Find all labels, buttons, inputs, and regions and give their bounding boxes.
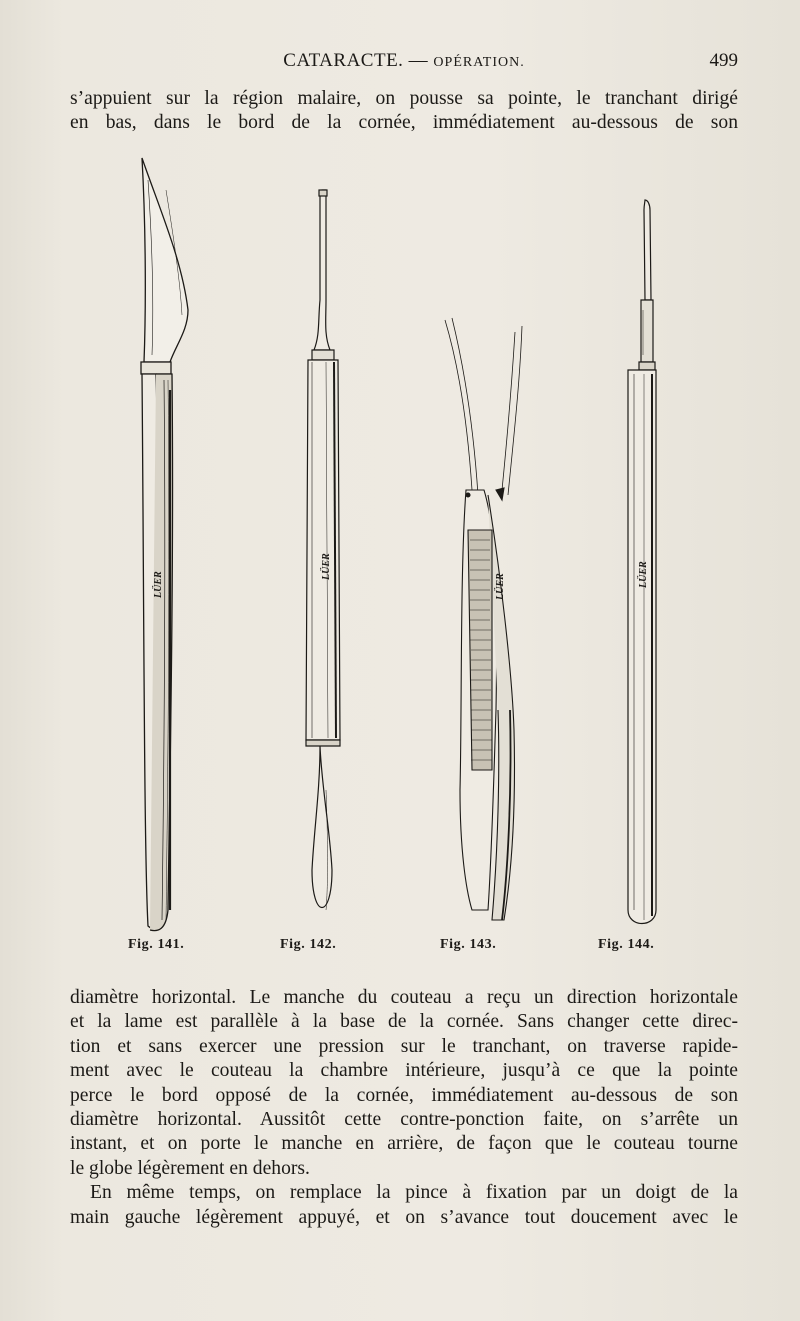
- running-head-subtitle: OPÉRATION.: [433, 55, 525, 70]
- top-paragraph: [70, 87, 738, 136]
- figure-caption-143: Fig. 143.: [440, 937, 497, 952]
- text-line: instant, et on porte le manche en arrière, de façon que le couteau tourne: [70, 1133, 738, 1155]
- running-header: [70, 50, 738, 78]
- maker-mark: LÜER: [638, 561, 649, 588]
- text-line: s’appuient sur la région malaire, on pousse sa pointe, le tranchant dirigé: [70, 88, 738, 109]
- text-line: le globe légèrement en dehors.: [70, 1157, 310, 1179]
- text-line: en bas, dans le bord de la cornée, immédiatement au-dessous de son: [70, 112, 738, 134]
- running-head-title: CATARACTE.: [283, 50, 404, 71]
- figure-caption-142: Fig. 142.: [280, 937, 337, 952]
- running-head: [70, 50, 738, 72]
- page-number: 499: [709, 50, 738, 71]
- text-line: et la lame est parallèle à la base de la cornée. Sans changer cette direc-: [70, 1011, 738, 1033]
- text-line: En même temps, on remplace la pince à fixation par un doigt de la: [90, 1182, 738, 1204]
- text-line: diamètre horizontal. Aussitôt cette contre-ponction faite, on s’arrête un: [70, 1109, 738, 1131]
- maker-mark: LÜER: [321, 553, 332, 580]
- running-head-dash: —: [408, 50, 429, 71]
- text-line: main gauche légèrement appuyé, et on s’avance tout doucement avec le: [70, 1206, 738, 1228]
- maker-mark: LÜER: [153, 571, 164, 598]
- bottom-text: [70, 986, 738, 1230]
- instrument-illustrations: [100, 150, 720, 940]
- figure-caption-141: Fig. 141.: [128, 937, 185, 952]
- fixation-forceps-drawing: [445, 318, 522, 920]
- paragraph: [70, 1181, 738, 1230]
- maker-mark: LÜER: [495, 573, 506, 600]
- text-line: tion et sans exercer une pression sur le tranchant, on traverse rapide-: [70, 1035, 738, 1057]
- text-line: perce le bord opposé de la cornée, immédiatement au-dessous de son: [70, 1084, 738, 1106]
- text-line: diamètre horizontal. Le manche du couteau a reçu un direction horizontale: [70, 987, 738, 1008]
- paragraph: [70, 986, 738, 1181]
- spatula-hook-drawing: [306, 190, 340, 910]
- cataract-knife-drawing: [141, 158, 188, 931]
- text-line: ment avec le couteau la chambre intérieure, jusqu’à ce que la pointe: [70, 1060, 738, 1082]
- figure-caption-144: Fig. 144.: [598, 937, 655, 952]
- figure-plate: [100, 150, 720, 940]
